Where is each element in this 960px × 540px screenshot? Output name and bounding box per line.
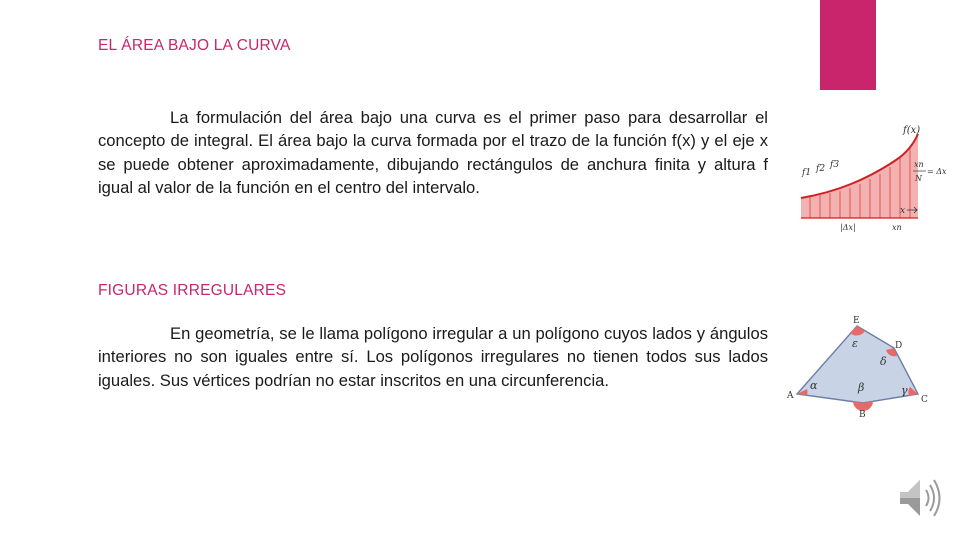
angle-label-epsilon: ε (852, 337, 858, 350)
angle-label-beta: β (858, 381, 865, 394)
accent-bar (820, 0, 876, 90)
formula-rhs: = Δx (927, 167, 947, 176)
irregular-polygon-figure (782, 310, 938, 422)
section-title-irregular: FIGURAS IRREGULARES (98, 282, 287, 299)
vertex-label-b: B (859, 410, 866, 420)
end-label: xn (892, 223, 902, 232)
area-under-curve-figure (796, 118, 952, 240)
section-body-area: La formulación del área bajo una curva es el primer paso para desarrollar el concepto de integral. El área bajo la curva formada por el trazo de la función f(x) y el eje x se puede obtener aproximadamente, dibujando rectángulos de anchura finita y altura f igual al valor de la función en el centro del intervalo. (98, 108, 768, 197)
angle-label-gamma: γ (901, 384, 908, 397)
angle-label-delta: δ (880, 355, 887, 368)
speaker-icon[interactable] (896, 474, 944, 522)
vertex-label-e: E (853, 316, 860, 326)
angle-label-alpha: α (810, 379, 818, 392)
axis-label: x (900, 206, 906, 216)
vertex-label-d: D (895, 341, 903, 351)
vertex-label-c: C (921, 395, 928, 405)
interval-label: |Δx| (840, 223, 856, 232)
section-body-irregular: En geometría, se le llama polígono irregular a un polígono cuyos lados y ángulos interiores no son iguales entre sí. Los polígonos irregulares no tienen todos sus lados iguales. Sus vértices podrían no estar inscritos en una circunferencia. (98, 324, 768, 390)
vertex-label-a: A (787, 391, 794, 401)
formula-numerator: xn (914, 160, 924, 169)
bar-label-3: f3 (830, 160, 840, 170)
function-label: f(x) (903, 125, 921, 136)
section-title-area: EL ÁREA BAJO LA CURVA (98, 37, 291, 54)
bar-label-1: f1 (802, 168, 812, 178)
bar-label-2: f2 (816, 164, 826, 174)
formula-denominator: N (915, 174, 922, 183)
